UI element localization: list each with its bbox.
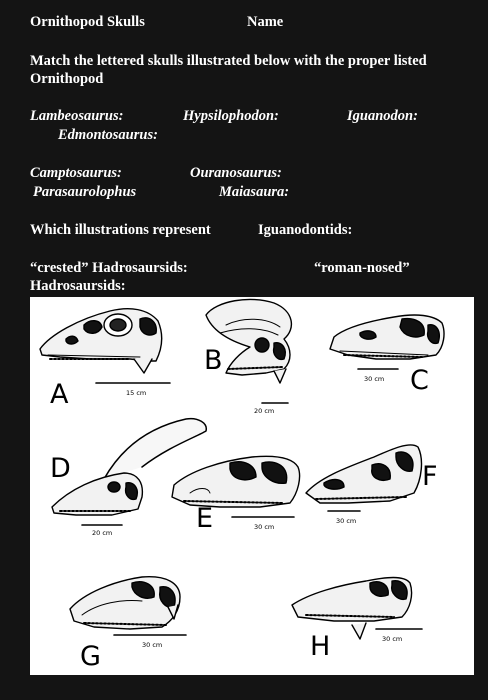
scale-label-f: 30 cm — [336, 517, 357, 525]
skull-letter-g: G — [80, 641, 101, 672]
genus-iguanodon: Iguanodon: — [347, 108, 418, 124]
question-roman-nosed: “roman-nosed” — [314, 260, 410, 276]
skull-illustrations — [30, 297, 474, 675]
skull-illustrations-panel — [30, 297, 474, 675]
scale-label-c: 30 cm — [364, 375, 385, 383]
genus-lambeosaurus: Lambeosaurus: — [30, 108, 124, 124]
genus-parasaurolophus: Parasaurolophus — [33, 184, 137, 200]
instructions: Match the lettered skulls illustrated below with the proper listed Ornithopod — [30, 53, 427, 87]
genus-maiasaura: Maiasaura: — [219, 184, 290, 200]
skull-letter-e: E — [196, 503, 214, 534]
skull-letter-d: D — [50, 453, 71, 484]
group-iguanodontids: Iguanodontids: — [258, 222, 353, 238]
skull-letter-c: C — [410, 365, 429, 396]
scale-label-g: 30 cm — [142, 641, 163, 649]
skull-c — [330, 315, 444, 369]
worksheet-title: Ornithopod Skulls — [30, 14, 145, 30]
skull-g — [70, 577, 186, 635]
genus-hypsilophodon: Hypsilophodon: — [183, 108, 279, 124]
name-label: Name — [247, 14, 284, 30]
skull-f — [306, 445, 421, 511]
skull-letter-b: B — [204, 345, 223, 376]
question-iguanodontids: Which illustrations represent — [30, 222, 211, 238]
skull-letter-h: H — [310, 631, 331, 662]
genus-camptosaurus: Camptosaurus: — [30, 165, 122, 181]
skull-h — [292, 578, 422, 640]
skull-e — [172, 456, 300, 517]
skull-letter-f: F — [422, 461, 438, 492]
skull-d — [52, 419, 206, 525]
genus-ouranosaurus: Ouranosaurus: — [190, 165, 282, 181]
scale-label-h: 30 cm — [382, 635, 403, 643]
genus-edmontosaurus: Edmontosaurus: — [58, 127, 158, 143]
scale-label-d: 20 cm — [92, 529, 113, 537]
scale-label-e: 30 cm — [254, 523, 275, 531]
skull-a — [40, 309, 170, 383]
skull-letter-a: A — [50, 379, 69, 410]
question-roman-nosed-cont: Hadrosaursids: — [30, 278, 126, 294]
scale-label-a: 15 cm — [126, 389, 147, 397]
question-crested: “crested” Hadrosaursids: — [30, 260, 188, 276]
scale-label-b: 20 cm — [254, 407, 275, 415]
